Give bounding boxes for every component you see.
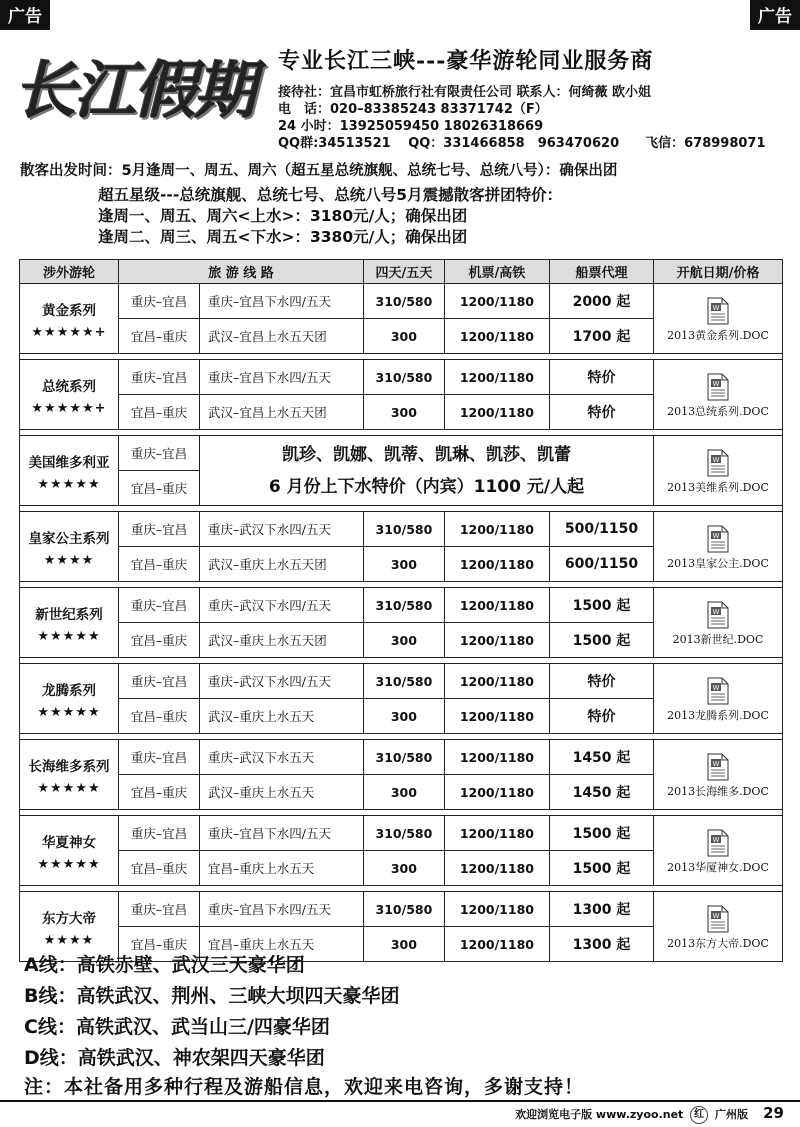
series-name: 华夏神女 [42, 835, 96, 851]
doc-filename[interactable]: 2013黄金系列.DOC [667, 329, 769, 342]
doc-filename[interactable]: 2013美维系列.DOC [667, 481, 769, 494]
route-cell: 武汉–重庆上水五天 [200, 699, 364, 734]
route-cell: 重庆–宜昌下水四/五天 [200, 816, 364, 851]
ticket-price-cell: 1200/1180 [444, 851, 549, 886]
schedule-doc-link[interactable] [654, 360, 783, 430]
table-row [20, 360, 783, 395]
ticket-price-cell: 1200/1180 [444, 284, 549, 319]
word-document-icon[interactable] [706, 677, 730, 705]
series-name: 长海维多系列 [28, 759, 110, 775]
departure-intro: 散客出发时间：5月逢周一、周五、周六（超五星总统旗舰、总统七号、总统八号）：确保出团 [20, 163, 618, 179]
ship-series [20, 816, 119, 886]
star-rating-icon: ★★★★★+ [31, 401, 107, 416]
footer-edition: 广州版 [715, 1108, 748, 1121]
tour-lines [24, 950, 399, 1074]
ticket-price-cell: 1200/1180 [444, 319, 549, 354]
header-cell: 开航日期/价格 [654, 260, 783, 284]
svg-text:W: W [712, 912, 720, 920]
agent-price-cell: 1500 起 [550, 816, 654, 851]
word-document-icon[interactable] [706, 449, 730, 477]
agent-price-cell: 特价 [550, 395, 654, 430]
days-price-cell: 300 [364, 775, 445, 810]
ticket-price-cell: 1200/1180 [444, 775, 549, 810]
ticket-price-cell: 1200/1180 [444, 588, 549, 623]
table-row [20, 892, 783, 927]
route-cell: 重庆–宜昌下水四/五天 [200, 360, 364, 395]
agent-price-cell: 1300 起 [550, 892, 654, 927]
agent-price-cell: 1450 起 [550, 740, 654, 775]
table-row [20, 284, 783, 319]
svg-text:W: W [712, 456, 720, 464]
table-row [20, 740, 783, 775]
star-rating-icon: ★★★★ [43, 933, 95, 948]
ticket-price-cell: 1200/1180 [444, 664, 549, 699]
schedule-doc-link[interactable] [654, 740, 783, 810]
route-table [19, 259, 783, 962]
days-price-cell: 310/580 [364, 892, 445, 927]
series-name: 黄金系列 [42, 303, 96, 319]
word-document-icon[interactable] [706, 829, 730, 857]
star-rating-icon: ★★★★★ [37, 477, 101, 492]
direction-cell: 宜昌–重庆 [119, 927, 200, 962]
ticket-price-cell: 1200/1180 [444, 740, 549, 775]
days-price-cell: 310/580 [364, 360, 445, 395]
svg-text:W: W [712, 684, 720, 692]
agent-price-cell: 500/1150 [550, 512, 654, 547]
schedule-doc-link[interactable] [654, 664, 783, 734]
footer-browse[interactable]: 欢迎浏览电子版 www.zyoo.net [515, 1108, 684, 1121]
agent-price-cell: 2000 起 [550, 284, 654, 319]
page-number: 29 [763, 1104, 784, 1122]
table-row [20, 664, 783, 699]
direction-cell: 重庆–宜昌 [119, 284, 200, 319]
header-cell: 船票代理 [550, 260, 654, 284]
doc-filename[interactable]: 2013长海维多.DOC [667, 785, 769, 798]
ship-series [20, 664, 119, 734]
special-offer [98, 185, 562, 248]
contact-line: 24 小时：13925059450 18026318669 [278, 119, 544, 134]
footer-text [515, 1106, 748, 1124]
series-name: 皇家公主系列 [28, 531, 110, 547]
route-cell: 武汉–宜昌上水五天团 [200, 395, 364, 430]
ship-series [20, 360, 119, 430]
route-cell: 宜昌–重庆上水五天 [200, 851, 364, 886]
agent-price-cell: 1500 起 [550, 588, 654, 623]
edition-circle-icon: 红 [690, 1106, 708, 1124]
direction-cell: 宜昌–重庆 [119, 851, 200, 886]
word-document-icon[interactable] [706, 753, 730, 781]
schedule-doc-link[interactable] [654, 588, 783, 658]
special-line: 逢周二、周三、周五<下水>：3380元/人；确保出团 [98, 228, 468, 246]
word-document-icon[interactable] [706, 525, 730, 553]
svg-text:W: W [712, 532, 720, 540]
doc-filename[interactable]: 2013龙腾系列.DOC [667, 709, 769, 722]
direction-cell: 重庆–宜昌 [119, 740, 200, 775]
special-line: 超五星级---总统旗舰、总统七号、总统八号5月震撼散客拼团特价： [98, 186, 563, 204]
route-cell: 重庆–宜昌下水四/五天 [200, 892, 364, 927]
direction-cell: 重庆–宜昌 [119, 436, 200, 471]
days-price-cell: 300 [364, 699, 445, 734]
header-cell: 四天/五天 [364, 260, 445, 284]
contact-line: 接待社：宜昌市虹桥旅行社有限责任公司 联系人：何绮薇 欧小姐 [278, 85, 652, 100]
word-document-icon[interactable] [706, 601, 730, 629]
table-header-row [20, 260, 783, 284]
schedule-doc-link[interactable] [654, 816, 783, 886]
table-row [20, 816, 783, 851]
ticket-price-cell: 1200/1180 [444, 699, 549, 734]
ship-series [20, 588, 119, 658]
slogan: 专业长江三峡---豪华游轮同业服务商 [278, 48, 654, 74]
doc-filename[interactable]: 2013东方大帝.DOC [667, 937, 769, 950]
promo-ships: 凯珍、凯娜、凯蒂、凯琳、凯莎、凯蕾 [282, 444, 571, 465]
doc-filename[interactable]: 2013总统系列.DOC [667, 405, 769, 418]
doc-filename[interactable]: 2013皇家公主.DOC [667, 557, 769, 570]
direction-cell: 重庆–宜昌 [119, 360, 200, 395]
header-cell: 机票/高铁 [444, 260, 549, 284]
days-price-cell: 300 [364, 547, 445, 582]
tour-line-item: C线：高铁武汉、武当山三/四豪华团 [24, 1016, 330, 1038]
days-price-cell: 300 [364, 319, 445, 354]
days-price-cell: 310/580 [364, 740, 445, 775]
direction-cell: 重庆–宜昌 [119, 664, 200, 699]
ship-series [20, 512, 119, 582]
route-cell: 重庆–武汉下水四/五天 [200, 588, 364, 623]
schedule-doc-link[interactable] [654, 284, 783, 354]
brand-logo: 长江假期 [14, 54, 255, 127]
contact-info [278, 84, 766, 152]
star-rating-icon: ★★★★★ [37, 629, 101, 644]
ticket-price-cell: 1200/1180 [444, 623, 549, 658]
route-cell: 武汉–重庆上水五天团 [200, 623, 364, 658]
header-cell: 旅 游 线 路 [119, 260, 364, 284]
special-line: 逢周一、周五、周六<上水>：3180元/人；确保出团 [98, 207, 468, 225]
agent-price-cell: 特价 [550, 699, 654, 734]
promo-price: 6 月份上下水特价（内宾）1100 元/人起 [268, 476, 585, 497]
star-rating-icon: ★★★★★ [37, 781, 101, 796]
ticket-price-cell: 1200/1180 [444, 816, 549, 851]
days-price-cell: 300 [364, 395, 445, 430]
agent-price-cell: 特价 [550, 664, 654, 699]
ad-tag-right: 广告 [750, 0, 800, 30]
star-rating-icon: ★★★★★ [37, 705, 101, 720]
route-cell: 武汉–重庆上水五天团 [200, 547, 364, 582]
svg-text:W: W [712, 304, 720, 312]
agent-price-cell: 1500 起 [550, 623, 654, 658]
contact-line: 电 话：020–83385243 83371742（F） [278, 102, 548, 117]
series-name: 美国维多利亚 [28, 455, 110, 471]
ticket-price-cell: 1200/1180 [444, 512, 549, 547]
days-price-cell: 310/580 [364, 664, 445, 699]
direction-cell: 宜昌–重庆 [119, 471, 200, 506]
direction-cell: 宜昌–重庆 [119, 775, 200, 810]
star-rating-icon: ★★★★★+ [31, 325, 107, 340]
contact-line: QQ群:34513521 QQ：331466858 963470620 飞信：678998071 [278, 136, 766, 151]
word-document-icon[interactable] [706, 905, 730, 933]
direction-cell: 重庆–宜昌 [119, 588, 200, 623]
ticket-price-cell: 1200/1180 [444, 547, 549, 582]
route-cell: 重庆–武汉下水五天 [200, 740, 364, 775]
agent-price-cell: 1500 起 [550, 851, 654, 886]
ship-series [20, 284, 119, 354]
days-price-cell: 310/580 [364, 816, 445, 851]
ticket-price-cell: 1200/1180 [444, 927, 549, 962]
word-document-icon[interactable] [706, 373, 730, 401]
ad-tag-left: 广告 [0, 0, 50, 30]
doc-filename[interactable]: 2013华厦神女.DOC [667, 861, 769, 874]
agent-price-cell: 1700 起 [550, 319, 654, 354]
table-row [20, 436, 783, 471]
route-cell: 重庆–宜昌下水四/五天 [200, 284, 364, 319]
schedule-doc-link[interactable] [654, 436, 783, 506]
ship-series [20, 740, 119, 810]
ticket-price-cell: 1200/1180 [444, 395, 549, 430]
route-cell: 重庆–武汉下水四/五天 [200, 664, 364, 699]
agent-price-cell: 1450 起 [550, 775, 654, 810]
series-name: 新世纪系列 [35, 607, 103, 623]
star-rating-icon: ★★★★ [43, 553, 95, 568]
doc-filename[interactable]: 2013新世纪.DOC [672, 633, 764, 646]
tour-line-item: A线：高铁赤壁、武汉三天豪华团 [24, 954, 305, 976]
svg-text:W: W [712, 836, 720, 844]
word-document-icon[interactable] [706, 297, 730, 325]
direction-cell: 重庆–宜昌 [119, 816, 200, 851]
table-row [20, 512, 783, 547]
schedule-doc-link[interactable] [654, 512, 783, 582]
agent-price-cell: 1300 起 [550, 927, 654, 962]
star-rating-icon: ★★★★★ [37, 857, 101, 872]
route-cell: 重庆–武汉下水四/五天 [200, 512, 364, 547]
table-row [20, 588, 783, 623]
merged-promo-cell [200, 436, 654, 506]
ticket-price-cell: 1200/1180 [444, 892, 549, 927]
ship-series [20, 436, 119, 506]
svg-text:W: W [712, 608, 720, 616]
series-name: 东方大帝 [42, 911, 96, 927]
tour-line-item: B线：高铁武汉、荆州、三峡大坝四天豪华团 [24, 985, 400, 1007]
route-cell: 武汉–宜昌上水五天团 [200, 319, 364, 354]
direction-cell: 宜昌–重庆 [119, 319, 200, 354]
tour-line-item: D线：高铁武汉、神农架四天豪华团 [24, 1047, 325, 1069]
svg-text:W: W [712, 380, 720, 388]
agent-price-cell: 特价 [550, 360, 654, 395]
direction-cell: 重庆–宜昌 [119, 512, 200, 547]
series-name: 总统系列 [42, 379, 96, 395]
days-price-cell: 300 [364, 851, 445, 886]
route-cell: 武汉–重庆上水五天 [200, 775, 364, 810]
series-name: 龙腾系列 [42, 683, 96, 699]
direction-cell: 重庆–宜昌 [119, 892, 200, 927]
svg-text:W: W [712, 760, 720, 768]
route-cell: 宜昌–重庆上水五天 [200, 927, 364, 962]
direction-cell: 宜昌–重庆 [119, 623, 200, 658]
footer-note: 注：本社备用多种行程及游船信息，欢迎来电咨询，多谢支持！ [24, 1076, 585, 1098]
days-price-cell: 310/580 [364, 512, 445, 547]
days-price-cell: 310/580 [364, 284, 445, 319]
schedule-doc-link[interactable] [654, 892, 783, 962]
days-price-cell: 300 [364, 623, 445, 658]
direction-cell: 宜昌–重庆 [119, 699, 200, 734]
direction-cell: 宜昌–重庆 [119, 395, 200, 430]
header-cell: 涉外游轮 [20, 260, 119, 284]
ticket-price-cell: 1200/1180 [444, 360, 549, 395]
agent-price-cell: 600/1150 [550, 547, 654, 582]
direction-cell: 宜昌–重庆 [119, 547, 200, 582]
days-price-cell: 300 [364, 927, 445, 962]
days-price-cell: 310/580 [364, 588, 445, 623]
